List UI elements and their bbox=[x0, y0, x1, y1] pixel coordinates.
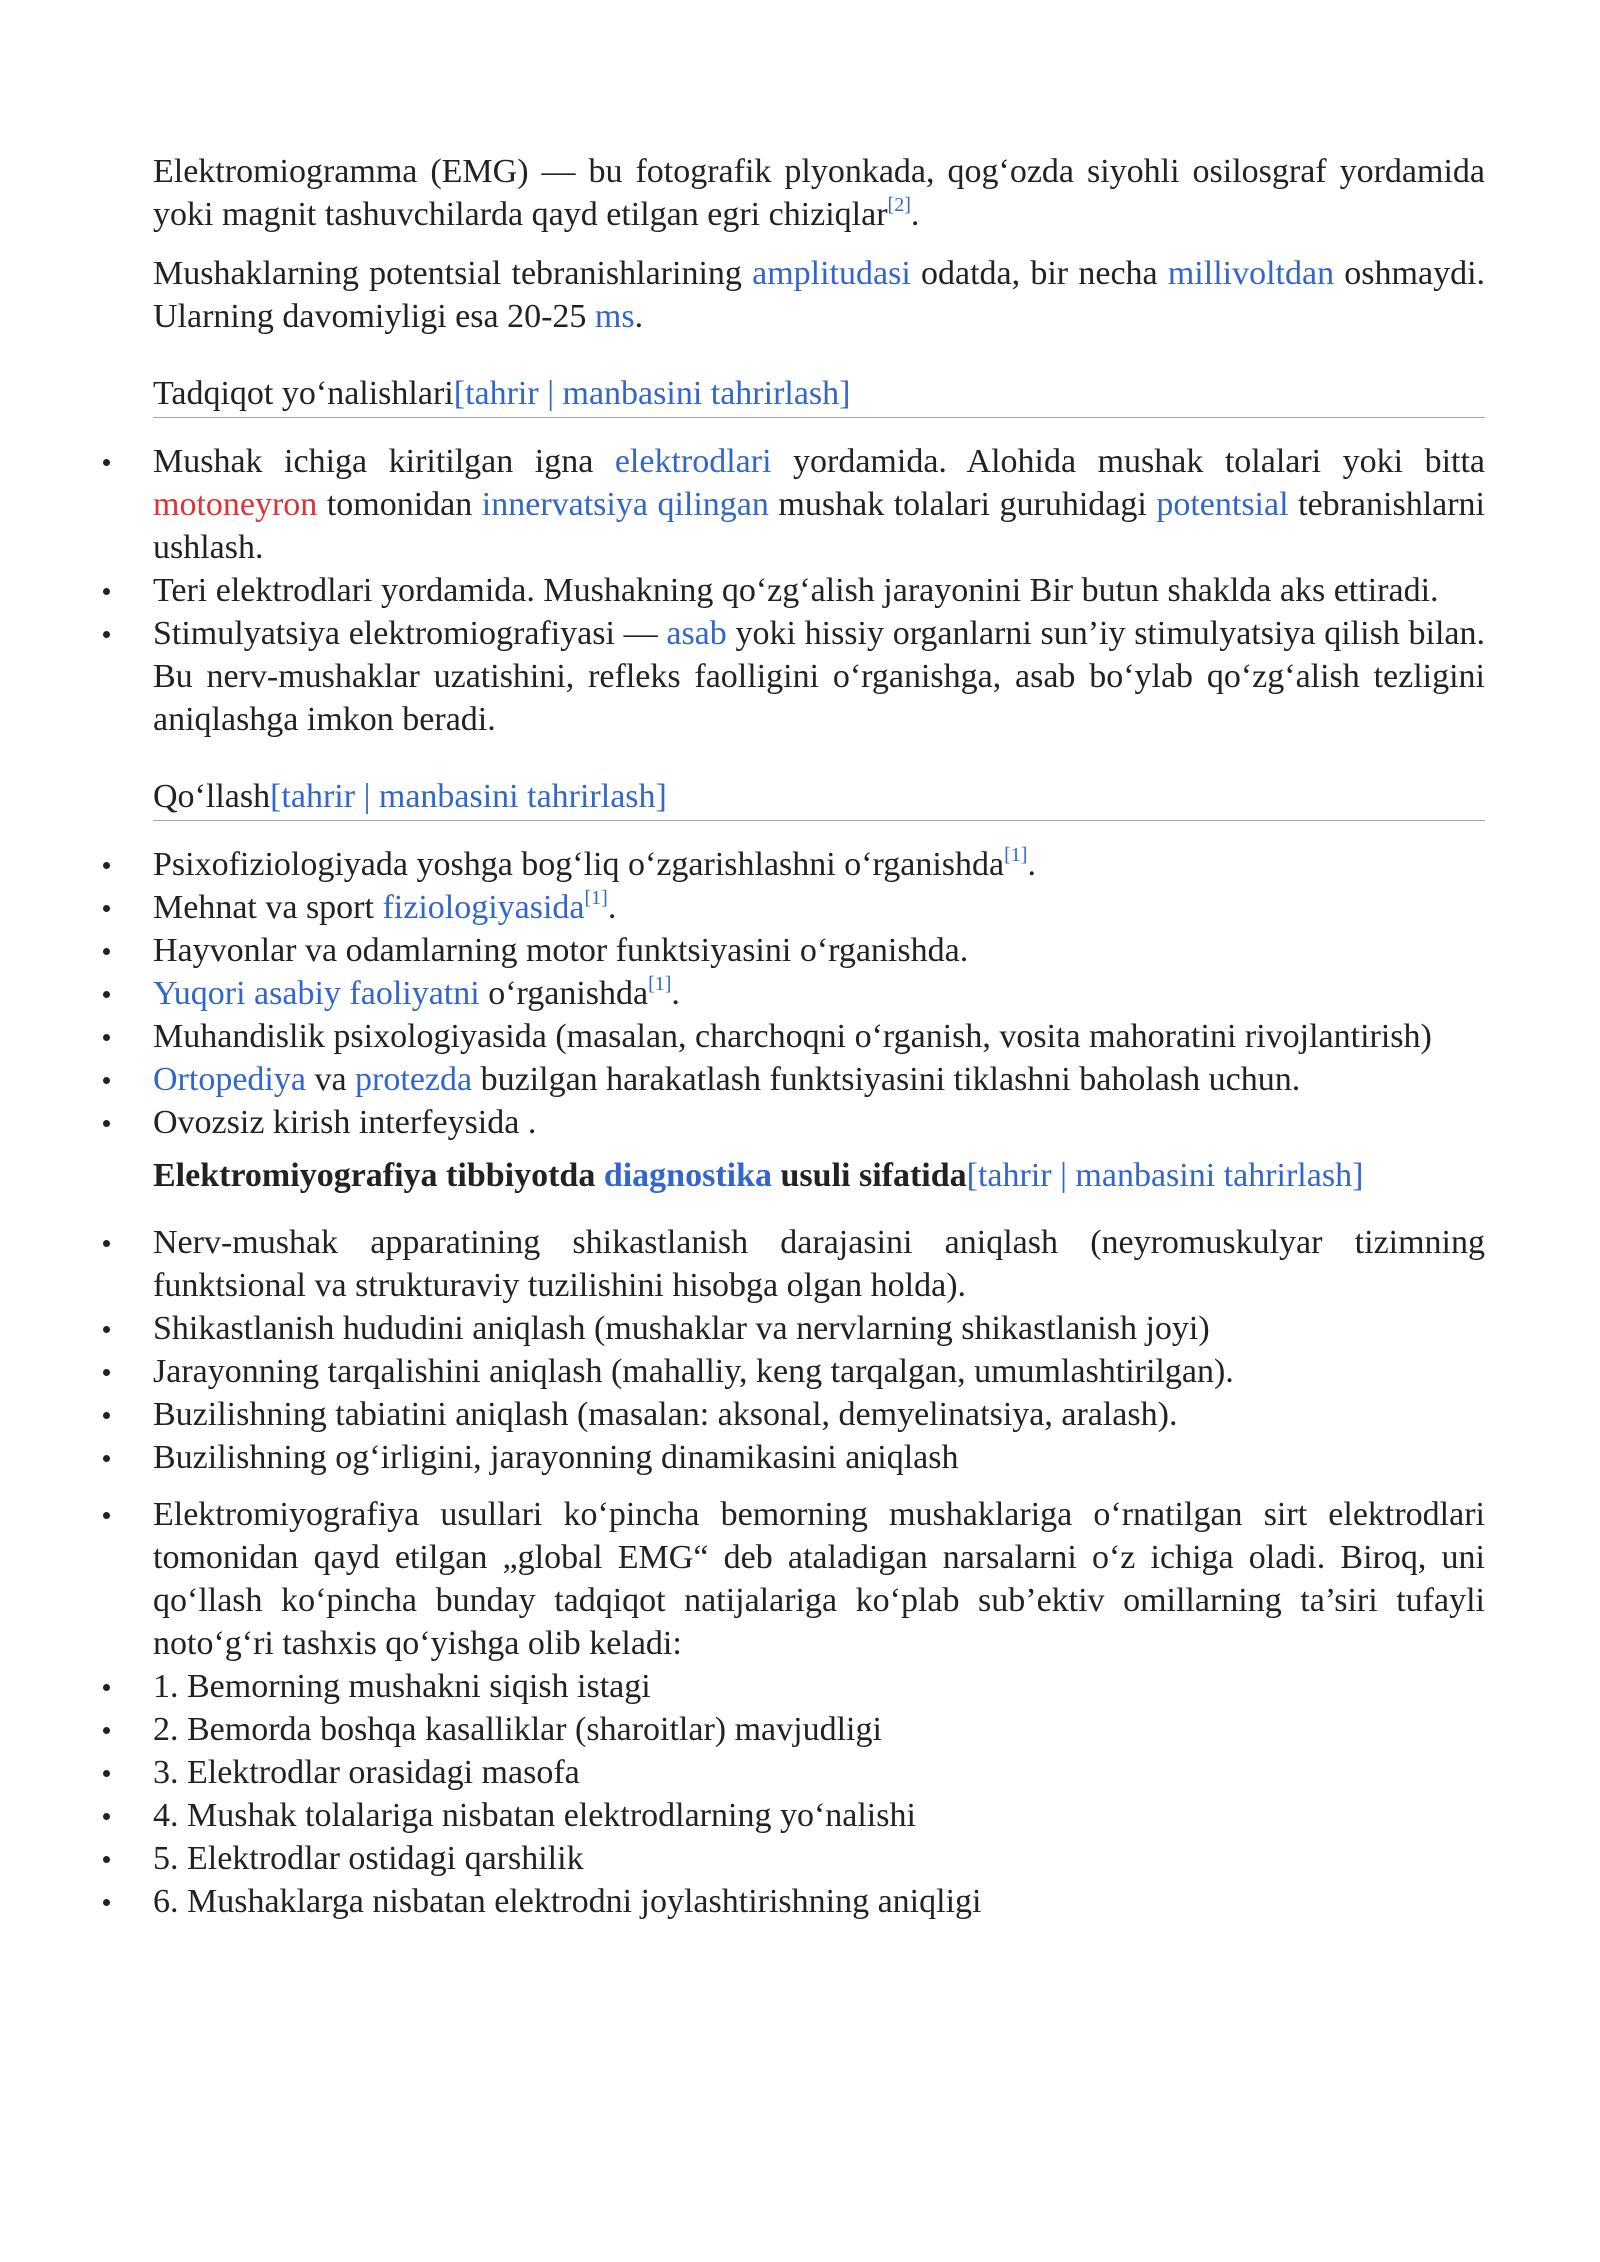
section-heading-research: Tadqiqot yo‘nalishlari[tahrir | manbasini tahrirlash] bbox=[153, 372, 1485, 418]
link-diagnostika[interactable]: diagnostika bbox=[603, 1157, 773, 1194]
redlink-motoneyron[interactable]: motoneyron bbox=[153, 486, 318, 523]
list-item: Jarayonning tarqalishini aniqlash (mahalliy, keng tarqalgan, umumlashtirilgan). bbox=[153, 1350, 1485, 1393]
list-item: 6. Mushaklarga nisbatan elektrodni joylashtirishning aniqligi bbox=[153, 1880, 1485, 1923]
list-item: Stimulyatsiya elektromiografiyasi — asab yoki hissiy organlarni sun’iy stimulyatsiya qilish bilan. Bu nerv-mushaklar uzatishini, refleks faolligini o‘rganishga, asab bo‘ylab qo‘zg‘alish tezligini aniqlashga imkon beradi. bbox=[153, 612, 1485, 741]
list-item: Ortopediya va protezda buzilgan harakatlash funktsiyasini tiklashni baholash uchun. bbox=[153, 1058, 1485, 1101]
list-item: 4. Mushak tolalariga nisbatan elektrodlarning yo‘nalishi bbox=[153, 1794, 1485, 1837]
list-item: 2. Bemorda boshqa kasalliklar (sharoitlar) mavjudligi bbox=[153, 1708, 1485, 1751]
intro-text: Elektromiogramma (EMG) — bu fotografik plyonkada, qog‘ozda siyohli osilosgraf yordamida yoki magnit tashuvchilarda qayd etilgan egri chiziqlar bbox=[153, 153, 1485, 233]
link-ortopediya[interactable]: Ortopediya bbox=[153, 1061, 306, 1098]
edit-link[interactable]: tahrir bbox=[465, 375, 539, 412]
edit-link[interactable]: tahrir bbox=[977, 1157, 1052, 1194]
edit-link[interactable]: tahrir bbox=[281, 778, 356, 815]
list-item: Teri elektrodlari yordamida. Mushakning qo‘zg‘alish jarayonini Bir butun shaklda aks ettiradi. bbox=[153, 569, 1485, 612]
list-item: Buzilishning tabiatini aniqlash (masalan: aksonal, demyelinatsiya, aralash). bbox=[153, 1393, 1485, 1436]
section-title: Tadqiqot yo‘nalishlari bbox=[153, 375, 454, 412]
list-item: Ovozsiz kirish interfeysida . bbox=[153, 1101, 1485, 1144]
list-item: 5. Elektrodlar ostidagi qarshilik bbox=[153, 1837, 1485, 1880]
link-millivoltdan[interactable]: millivoltdan bbox=[1167, 255, 1335, 292]
reference-link[interactable]: [1] bbox=[584, 887, 608, 909]
list-item: Psixofiziologiyada yoshga bog‘liq o‘zgarishlashni o‘rganishda[1]. bbox=[153, 843, 1485, 886]
reference-link[interactable]: [1] bbox=[648, 973, 672, 995]
usage-list bbox=[153, 843, 1485, 1144]
list-item: 1. Bemorning mushakni siqish istagi bbox=[153, 1665, 1485, 1708]
article-body bbox=[153, 150, 1485, 1923]
link-yuqori-asabiy-faoliyat[interactable]: Yuqori asabiy faoliyatni bbox=[153, 975, 480, 1012]
link-fiziologiyasida[interactable]: fiziologiyasida bbox=[382, 889, 585, 926]
intro-paragraph-1: Elektromiogramma (EMG) — bu fotografik plyonkada, qog‘ozda siyohli osilosgraf yordamida yoki magnit tashuvchilarda qayd etilgan egri chiziqlar[2]. bbox=[153, 153, 1485, 233]
research-list bbox=[153, 440, 1485, 741]
link-asab[interactable]: asab bbox=[666, 615, 727, 652]
list-item: Yuqori asabiy faoliyatni o‘rganishda[1]. bbox=[153, 972, 1485, 1015]
diagnostics-list bbox=[153, 1221, 1485, 1479]
link-innervatsiya[interactable]: innervatsiya qilingan bbox=[481, 486, 769, 523]
reference-link[interactable]: [1] bbox=[1004, 844, 1028, 866]
intro-paragraph-2: Mushaklarning potentsial tebranishlarining amplitudasi odatda, bir necha millivoltdan oshmaydi. Ularning davomiyligi esa 20-25 ms. bbox=[153, 255, 1486, 335]
list-item: Elektromiyografiya usullari ko‘pincha bemorning mushaklariga o‘rnatilgan sirt elektrodlari tomonidan qayd etilgan „global EMG“ deb ataladigan narsalarni o‘z ichiga oladi. Biroq, uni qo‘llash ko‘pincha bunday tadqiqot natijalariga ko‘plab sub’ektiv omillarning ta’siri tufayli noto‘g‘ri tashxis qo‘yishga olib keladi: bbox=[153, 1493, 1485, 1665]
list-item: Mehnat va sport fiziologiyasida[1]. bbox=[153, 886, 1485, 929]
section-heading-usage: Qo‘llash[tahrir | manbasini tahrirlash] bbox=[153, 775, 1485, 821]
link-amplitudasi[interactable]: amplitudasi bbox=[752, 255, 911, 292]
list-item: Muhandislik psixologiyasida (masalan, charchoqni o‘rganish, vosita mahoratini rivojlantirish) bbox=[153, 1015, 1485, 1058]
edit-source-link[interactable]: manbasini tahrirlash bbox=[378, 778, 656, 815]
link-elektrodlari[interactable]: elektrodlari bbox=[614, 443, 772, 480]
section-title: Qo‘llash bbox=[153, 778, 271, 815]
list-item: Shikastlanish hududini aniqlash (mushaklar va nervlarning shikastlanish joyi) bbox=[153, 1307, 1485, 1350]
list-item: Mushak ichiga kiritilgan igna elektrodlari yordamida. Alohida mushak tolalari yoki bitta motoneyron tomonidan innervatsiya qilingan mushak tolalari guruhidagi potentsial tebranishlarni ushlash. bbox=[153, 440, 1485, 569]
edit-source-link[interactable]: manbasini tahrirlash bbox=[1075, 1157, 1353, 1194]
edit-source-link[interactable]: manbasini tahrirlash bbox=[562, 375, 840, 412]
link-protezda[interactable]: protezda bbox=[355, 1061, 473, 1098]
reference-link[interactable]: [2] bbox=[887, 194, 911, 216]
factors-list bbox=[153, 1493, 1485, 1923]
list-item: Buzilishning og‘irligini, jarayonning dinamikasini aniqlash bbox=[153, 1436, 1485, 1479]
list-item: Hayvonlar va odamlarning motor funktsiyasini o‘rganishda. bbox=[153, 929, 1485, 972]
list-item: Nerv-mushak apparatining shikastlanish darajasini aniqlash (neyromuskulyar tizimning funktsional va strukturaviy tuzilishini hisobga olgan holda). bbox=[153, 1221, 1485, 1307]
link-ms[interactable]: ms bbox=[594, 298, 635, 335]
section-heading-diagnostics: Elektromiyografiya tibbiyotda diagnostika usuli sifatida[tahrir | manbasini tahrirlash] bbox=[153, 1157, 1364, 1194]
link-potentsial[interactable]: potentsial bbox=[1156, 486, 1289, 523]
list-item: 3. Elektrodlar orasidagi masofa bbox=[153, 1751, 1485, 1794]
